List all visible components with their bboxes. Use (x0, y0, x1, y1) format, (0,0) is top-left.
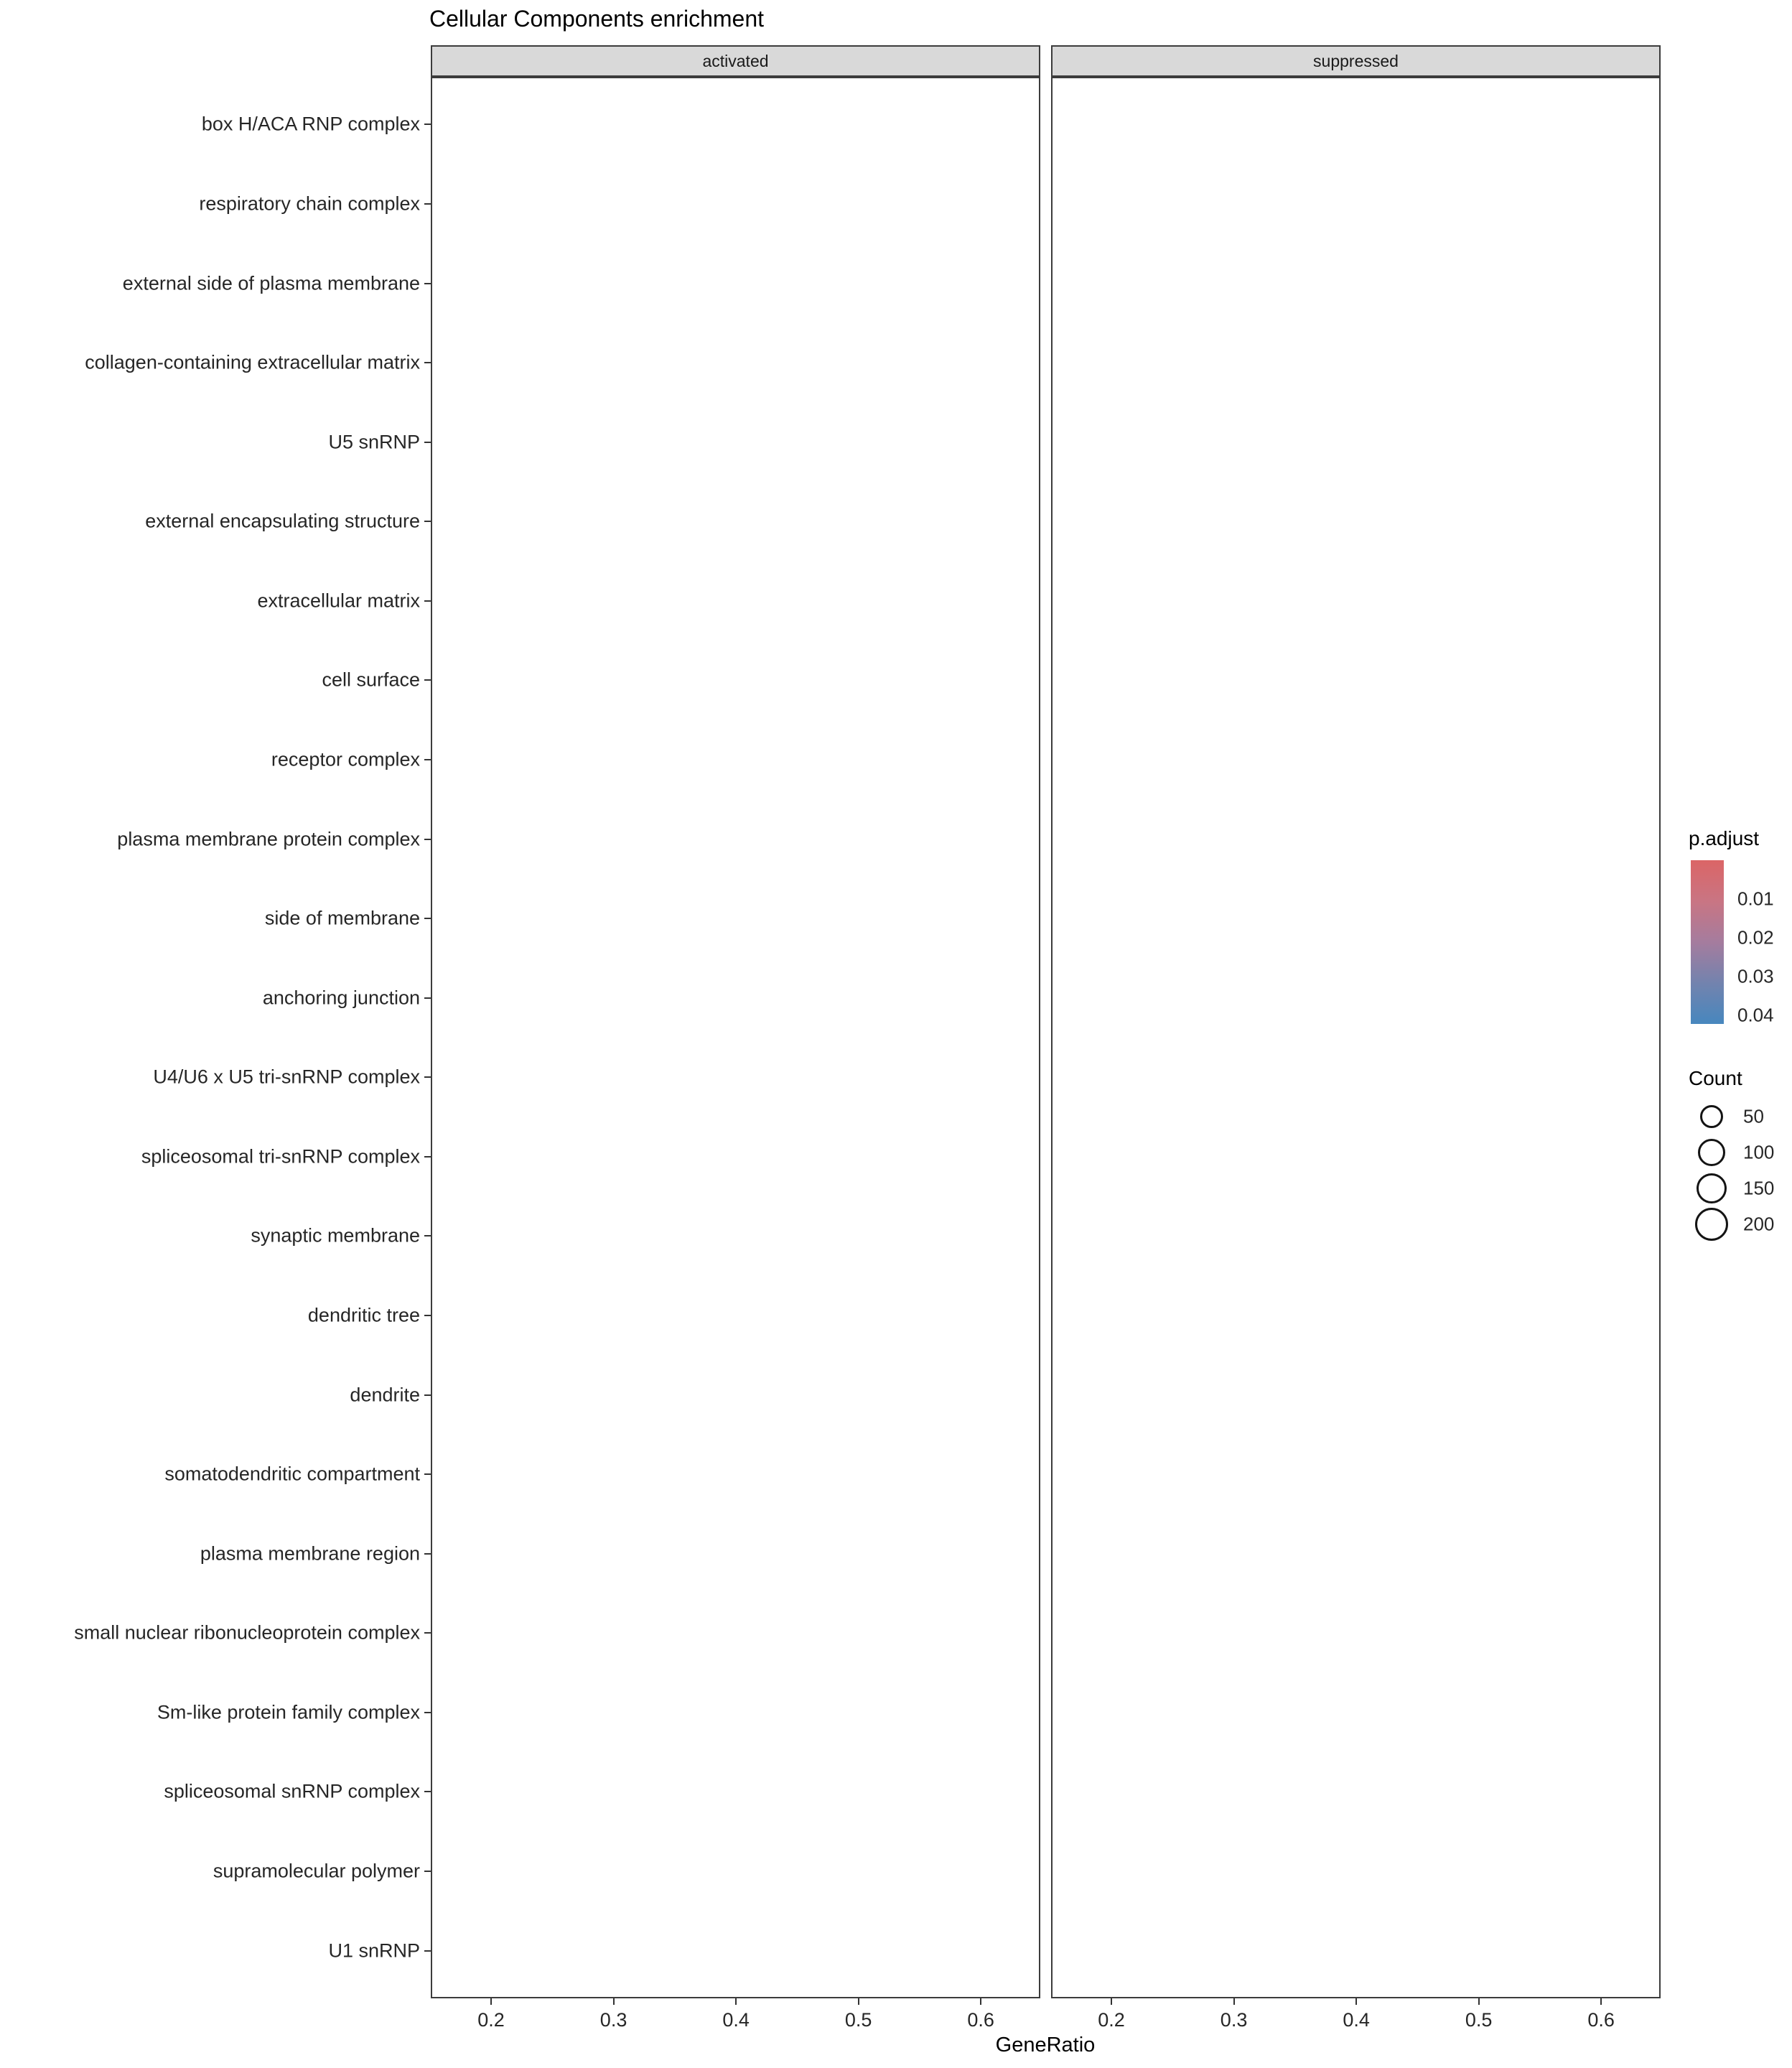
y-axis-tick (424, 1394, 431, 1396)
y-axis-label: plasma membrane protein complex (117, 828, 420, 850)
x-tick-label: 0.2 (477, 2009, 505, 2031)
x-tick-label: 0.3 (1220, 2009, 1248, 2031)
padjust-tick-label: 0.04 (1737, 1004, 1774, 1026)
padjust-tick-label: 0.01 (1737, 888, 1774, 910)
facet-strip-suppressed (1051, 45, 1661, 77)
y-axis-tick (424, 600, 431, 602)
legend-count-circle (1697, 1173, 1727, 1204)
legend-count-label: 200 (1743, 1213, 1775, 1235)
y-axis-label: plasma membrane region (200, 1542, 420, 1565)
y-axis-label: respiratory chain complex (199, 192, 420, 215)
y-axis-tick (424, 203, 431, 205)
legend-count-title: Count (1689, 1067, 1742, 1089)
y-axis-tick (424, 997, 431, 999)
y-axis-label: dendrite (350, 1384, 420, 1406)
x-axis-tick (1355, 1998, 1357, 2005)
panel-activated (431, 77, 1040, 1998)
legend-count-label: 50 (1743, 1105, 1764, 1127)
y-axis-tick (424, 362, 431, 363)
y-axis-label: spliceosomal tri-snRNP complex (141, 1145, 420, 1168)
y-axis-label: anchoring junction (262, 987, 420, 1009)
y-axis-tick (424, 839, 431, 840)
x-axis-tick (490, 1998, 492, 2005)
y-axis-tick (424, 1156, 431, 1158)
y-axis-tick (424, 1315, 431, 1316)
padjust-tick-label: 0.02 (1737, 926, 1774, 949)
legend-padjust-title: p.adjust (1689, 827, 1760, 849)
y-axis-tick (424, 679, 431, 681)
y-axis-label: side of membrane (264, 907, 420, 929)
facet-strip-activated-label: activated (702, 51, 769, 70)
y-axis-label: U5 snRNP (328, 431, 420, 453)
y-axis-tick (424, 1235, 431, 1236)
legend-count-label: 150 (1743, 1177, 1775, 1199)
y-axis-tick (424, 918, 431, 919)
y-axis-label: dendritic tree (307, 1304, 420, 1326)
y-axis-tick (424, 759, 431, 760)
y-axis-label: U1 snRNP (328, 1939, 420, 1962)
y-axis-tick (424, 124, 431, 125)
y-axis-tick (424, 442, 431, 443)
y-axis-label: external encapsulating structure (145, 510, 420, 532)
y-axis-label: somatodendritic compartment (164, 1463, 420, 1485)
x-tick-label: 0.2 (1098, 2009, 1125, 2031)
y-axis-label: box H/ACA RNP complex (201, 113, 420, 135)
y-axis-label: cell surface (322, 669, 420, 691)
facet-strip-suppressed-label: suppressed (1313, 51, 1399, 70)
x-axis-tick (1233, 1998, 1235, 2005)
x-axis-tick (1600, 1998, 1602, 2005)
padjust-tick-label: 0.03 (1737, 965, 1774, 987)
y-axis-label: spliceosomal snRNP complex (164, 1780, 420, 1802)
y-axis-label: Sm-like protein family complex (157, 1701, 420, 1723)
legend-count-label: 100 (1743, 1141, 1775, 1163)
x-axis-tick (858, 1998, 859, 2005)
x-axis-tick (980, 1998, 981, 2005)
y-axis-tick (424, 1950, 431, 1952)
padjust-gradient-bar (1691, 860, 1724, 1024)
y-axis-tick (424, 283, 431, 284)
y-axis-label: synaptic membrane (251, 1224, 420, 1247)
y-axis-label: receptor complex (271, 748, 420, 770)
x-axis-tick (735, 1998, 737, 2005)
legend-count-circle (1695, 1208, 1729, 1242)
x-tick-label: 0.5 (1465, 2009, 1493, 2031)
x-tick-label: 0.3 (599, 2009, 627, 2031)
x-tick-label: 0.4 (1343, 2009, 1370, 2031)
y-axis-tick (424, 1553, 431, 1555)
y-axis-label: collagen-containing extracellular matrix (85, 351, 420, 373)
y-axis-label: U4/U6 x U5 tri-snRNP complex (153, 1066, 420, 1088)
x-tick-label: 0.4 (722, 2009, 750, 2031)
y-axis-tick (424, 1791, 431, 1792)
y-axis-label: extracellular matrix (257, 590, 420, 612)
y-axis-tick (424, 1871, 431, 1872)
x-tick-label: 0.5 (844, 2009, 872, 2031)
y-axis-tick (424, 1632, 431, 1634)
y-axis-tick (424, 1473, 431, 1475)
plot-title: Cellular Components enrichment (429, 6, 764, 32)
y-axis-tick (424, 1712, 431, 1713)
y-axis-label: small nuclear ribonucleoprotein complex (74, 1621, 420, 1644)
y-axis-label: supramolecular polymer (213, 1860, 420, 1882)
y-axis-tick (424, 521, 431, 522)
y-axis-tick (424, 1076, 431, 1078)
y-axis-label: external side of plasma membrane (122, 272, 420, 294)
legend-count-circle (1698, 1139, 1725, 1166)
x-axis-tick (1478, 1998, 1480, 2005)
x-tick-label: 0.6 (967, 2009, 994, 2031)
legend-count-circle (1700, 1105, 1723, 1128)
x-axis-tick (613, 1998, 615, 2005)
x-tick-label: 0.6 (1587, 2009, 1615, 2031)
x-axis-title: GeneRatio (995, 2034, 1096, 2057)
x-axis-tick (1111, 1998, 1112, 2005)
facet-strip-activated (431, 45, 1040, 77)
panel-suppressed (1051, 77, 1661, 1998)
